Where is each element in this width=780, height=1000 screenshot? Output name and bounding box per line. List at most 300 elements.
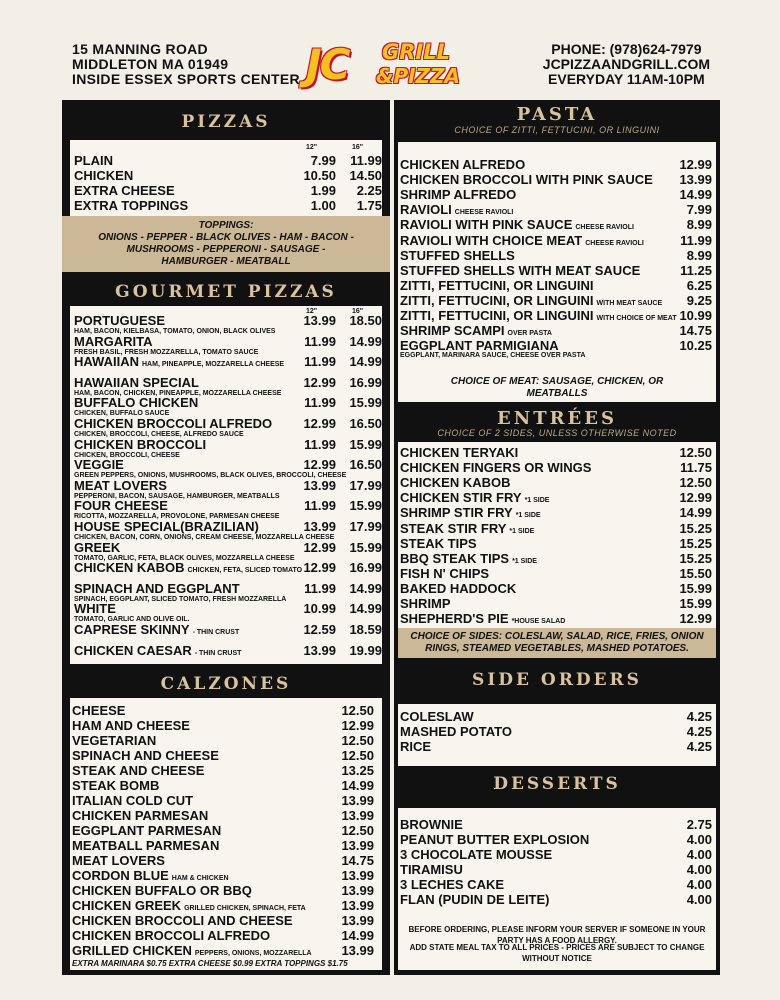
item-name-text: CORDON BLUE [72, 868, 169, 883]
item-name [74, 582, 240, 596]
menu-item-row [400, 324, 714, 338]
meat-choice-line-2: MEATBALLS [526, 388, 588, 399]
menu-item-row [72, 794, 380, 808]
item-name-text: EGGPLANT PARMESAN [72, 823, 222, 838]
menu-item-row [400, 264, 714, 278]
item-name [72, 704, 125, 718]
item-description: CHICKEN, BROCCOLI, CHEESE [74, 451, 180, 459]
item-name [400, 710, 474, 724]
item-name-text: CAPRESE SKINNY [74, 622, 190, 637]
price-16-inch: 15.99 [349, 436, 382, 452]
meat-choice-line-1: CHOICE OF MEAT: SAUSAGE, CHICKEN, OR [450, 376, 664, 387]
pizzas-panel [70, 140, 382, 216]
toppings-band [62, 216, 390, 272]
item-price: 10.25 [679, 338, 712, 354]
item-price: 4.25 [686, 739, 712, 754]
item-price: 11.25 [680, 262, 712, 278]
menu-item-row [400, 506, 714, 520]
left-menu-column [62, 100, 390, 975]
item-name [72, 839, 219, 853]
item-description: TOMATO, GARLIC, FETA, BLACK OLIVES, MOZZARELLA CHEESE [74, 554, 295, 562]
price-16-inch: 18.59 [349, 622, 382, 637]
item-name [400, 264, 640, 278]
item-price: 12.99 [679, 157, 712, 172]
item-price: 13.99 [341, 868, 374, 883]
menu-item-row [400, 567, 714, 581]
item-note: - THIN CRUST [194, 649, 242, 657]
item-name-text: STEAK TIPS [400, 535, 477, 551]
pasta-subtitle: CHOICE OF ZITTI, FETTUCINI, OR LINGUINI [454, 125, 660, 135]
item-description: TOMATO, GARLIC AND OLIVE OIL. [74, 616, 190, 624]
item-name-text: ZITTI, FETTUCINI, OR LINGUINI [400, 292, 594, 308]
side-orders-title: SIDE ORDERS [472, 670, 642, 690]
item-name [72, 914, 293, 928]
item-name-text: MARGARITA [74, 333, 153, 349]
menu-item-row [72, 839, 380, 853]
item-name-text: HOUSE SPECIAL(BRAZILIAN) [74, 519, 259, 534]
menu-item-row [72, 719, 380, 733]
item-price: 11.99 [680, 232, 712, 248]
item-price: 4.00 [686, 877, 712, 892]
pizza-size-16: 16" [352, 144, 364, 151]
price-12-inch: 11.99 [304, 436, 336, 452]
item-name-text: GRILLED CHICKEN [72, 943, 192, 958]
menu-item-row [400, 309, 714, 323]
menu-item-row [400, 740, 714, 754]
item-name-text: PEANUT BUTTER EXPLOSION [400, 832, 590, 847]
pasta-panel [398, 142, 716, 402]
item-price: 8.99 [686, 217, 712, 233]
price-16-inch: 16.99 [349, 560, 382, 576]
item-name [72, 749, 219, 763]
item-name-text: STEAK STIR FRY [400, 520, 507, 536]
menu-item-row [74, 374, 382, 390]
item-price: 14.99 [679, 187, 712, 203]
menu-item-row [74, 436, 382, 452]
toppings-label: TOPPINGS: [198, 220, 254, 231]
item-price: 13.99 [341, 943, 374, 958]
item-name-text: COLESLAW [400, 709, 474, 724]
item-name-text: BAKED HADDOCK [400, 580, 517, 596]
item-name [74, 417, 272, 431]
item-name [400, 893, 550, 907]
item-name [74, 199, 188, 213]
menu-item-row [400, 878, 714, 892]
price-16-inch: 14.99 [349, 580, 382, 596]
item-name [400, 582, 516, 596]
menu-item-row [400, 537, 714, 551]
logo-pizza-text: &PIZZA [376, 64, 461, 88]
menu-item-row [72, 854, 380, 868]
menu-item-row [400, 203, 714, 217]
item-name-text: MEAT LOVERS [74, 477, 167, 493]
item-description: GREEN PEPPERS, ONIONS, MUSHROOMS, BLACK OLIVES, BROCCOLI, CHEESE [74, 472, 347, 480]
pasta-title: PASTA [516, 104, 598, 125]
toppings-line-3: HAMBURGER - MEATBALL [161, 256, 291, 267]
item-name-text: SHRIMP STIR FRY [400, 505, 513, 521]
item-price: 15.25 [679, 535, 712, 551]
item-name-text: BROWNIE [400, 817, 463, 832]
item-price: 13.99 [341, 838, 374, 853]
item-name-text: CHICKEN BROCCOLI WITH PINK SAUCE [400, 172, 653, 188]
item-name-text: 3 LECHES CAKE [400, 877, 505, 892]
item-name [74, 335, 152, 349]
jc-grill-pizza-logo [306, 38, 500, 90]
item-description: PEPPERONI, BACON, SAUSAGE, HAMBURGER, MEATBALLS [74, 492, 280, 500]
menu-item-row [72, 809, 380, 823]
item-note: *1 SIDE [515, 512, 541, 520]
item-price: 12.50 [341, 823, 374, 838]
item-name [400, 612, 565, 629]
menu-item-row [400, 818, 714, 832]
item-name-text: CHICKEN BROCCOLI [74, 436, 207, 452]
menu-item-row [400, 218, 714, 232]
item-name [72, 794, 193, 808]
eggplant-parmigiana-desc: EGGPLANT, MARINARA SAUCE, CHEESE OVER PASTA [400, 352, 586, 359]
item-price: 12.50 [341, 748, 374, 763]
gourmet-size-12: 12" [306, 308, 318, 315]
item-name-text: SHRIMP SCAMPI [400, 323, 505, 339]
menu-item-row [400, 552, 714, 566]
item-price: 12.99 [679, 490, 712, 506]
item-note: PEPPERS, ONIONS, MOZZARELLA [194, 950, 312, 957]
menu-item-row [72, 734, 380, 748]
menu-item-row [74, 580, 382, 596]
price-12-inch: 11.99 [304, 354, 336, 370]
menu-item-row [400, 188, 714, 202]
gourmet-size-16: 16" [352, 308, 364, 315]
item-name-text: EXTRA CHEESE [74, 183, 175, 198]
menu-item-row [72, 884, 380, 898]
item-note: *HOUSE SALAD [511, 618, 566, 626]
item-name [74, 561, 302, 578]
item-name-text: MEAT LOVERS [72, 853, 165, 868]
item-name-text: VEGGIE [74, 457, 124, 473]
item-price: 13.25 [341, 763, 374, 778]
item-price: 4.25 [686, 709, 712, 724]
item-description: SPINACH, EGGPLANT, SLICED TOMATO, FRESH MOZZARELLA [74, 595, 287, 603]
item-name [72, 854, 165, 868]
item-name [400, 173, 653, 187]
price-12-inch: 13.99 [303, 313, 336, 328]
item-name-text: SPINACH AND CHEESE [72, 748, 219, 763]
item-price: 4.00 [686, 832, 712, 847]
allergy-notice: BEFORE ORDERING, PLEASE INFORM YOUR SERVER IF SOMEONE IN YOUR PARTY HAS A FOOD ALLERGY. [408, 925, 706, 945]
restaurant-contact [543, 42, 710, 87]
item-name-text: RAVIOLI WITH PINK SAUCE [400, 217, 573, 233]
desserts-title: DESSERTS [493, 774, 621, 794]
price-12-inch: 11.99 [304, 498, 336, 514]
item-name-text: BBQ STEAK TIPS [400, 550, 510, 566]
menu-item-row [400, 158, 714, 172]
menu-item-row [72, 869, 380, 883]
item-name-text: EGGPLANT PARMIGIANA [400, 338, 559, 354]
pizzas-title: PIZZAS [181, 112, 271, 132]
item-price: 9.25 [686, 292, 712, 308]
price-16-inch: 1.75 [356, 198, 382, 213]
item-name [74, 520, 259, 534]
item-name-text: VEGETARIAN [72, 733, 157, 748]
item-name-text: RAVIOLI [400, 202, 452, 218]
menu-item-row [400, 294, 714, 308]
item-name [72, 884, 252, 898]
menu-item-row [74, 183, 382, 198]
item-price: 2.75 [686, 817, 712, 832]
price-12-inch: 1.99 [310, 183, 336, 198]
item-name [400, 818, 463, 832]
menu-item-row [400, 710, 714, 724]
item-note: CHEESE RAVIOLI [585, 239, 644, 247]
price-16-inch: 14.99 [349, 601, 382, 617]
address-line-2: MIDDLETON MA 01949 [72, 56, 229, 72]
price-12-inch: 13.99 [303, 519, 336, 534]
desserts-panel [398, 808, 716, 970]
item-price: 7.99 [686, 202, 712, 218]
menu-item-row [72, 914, 380, 928]
item-name-text: TIRAMISU [400, 862, 463, 877]
menu-item-row [72, 779, 380, 793]
pizza-size-12: 12" [306, 144, 318, 151]
item-price: 13.99 [341, 793, 374, 808]
item-description: CHICKEN, BROCCOLI, CHEESE, ALFREDO SAUCE [74, 431, 244, 438]
calzone-extras: EXTRA MARINARA $0.75 EXTRA CHEESE $0.99 EXTRA TOPPINGS $1.75 [72, 959, 348, 968]
item-note: WITH CHOICE OF MEAT [596, 315, 677, 322]
item-name-text: CHICKEN FINGERS OR WINGS [400, 460, 592, 476]
item-price: 12.50 [341, 703, 374, 718]
menu-item-row [400, 863, 714, 877]
item-name [400, 740, 431, 754]
item-name-text: CHICKEN PARMESAN [72, 808, 209, 823]
item-name-text: CHICKEN CAESAR [74, 642, 192, 658]
menu-item-row [400, 725, 714, 739]
item-name [74, 184, 175, 198]
item-note: GRILLED CHICKEN, SPINACH, FETA [184, 905, 306, 912]
price-12-inch: 12.59 [303, 622, 336, 637]
toppings-line-1: ONIONS - PEPPER - BLACK OLIVES - HAM - BACON - [98, 232, 354, 243]
item-price: 4.00 [686, 847, 712, 862]
item-note: *1 SIDE [524, 497, 550, 505]
item-description: HAM, BACON, CHICKEN, PINEAPPLE, MOZZARELLA CHEESE [74, 389, 282, 397]
item-price: 4.00 [686, 862, 712, 877]
menu-item-row [74, 560, 382, 576]
item-name-text: MEATBALL PARMESAN [72, 838, 220, 853]
item-name [74, 541, 120, 555]
item-price: 13.99 [341, 913, 374, 928]
menu-item-row [400, 893, 714, 907]
item-price: 12.50 [679, 475, 712, 491]
price-12-inch: 12.99 [303, 416, 336, 431]
item-price: 12.99 [679, 611, 712, 627]
item-name-text: PORTUGUESE [74, 313, 166, 328]
price-16-inch: 2.25 [356, 183, 382, 198]
price-12-inch: 11.99 [304, 395, 336, 411]
price-16-inch: 19.99 [349, 642, 382, 658]
entrees-panel [398, 442, 716, 628]
item-name-text: CHICKEN KABOB [74, 560, 185, 576]
item-price: 13.99 [679, 172, 712, 188]
item-name [72, 809, 208, 823]
item-name-text: ZITTI, FETTUCINI, OR LINGUINI [400, 308, 594, 323]
item-name [74, 355, 284, 372]
item-price: 15.99 [679, 580, 712, 596]
item-name-text: CHEESE [72, 703, 126, 718]
item-price: 14.99 [679, 505, 712, 521]
restaurant-address [72, 42, 300, 87]
item-name [400, 158, 525, 172]
item-name [400, 476, 511, 490]
price-12-inch: 12.99 [303, 539, 336, 555]
menu-item-row [74, 539, 382, 555]
menu-item-row [74, 395, 382, 411]
price-12-inch: 1.00 [310, 198, 336, 213]
item-name [400, 461, 591, 475]
menu-item-row [400, 612, 714, 626]
item-price: 12.50 [341, 733, 374, 748]
item-name-text: ITALIAN COLD CUT [72, 793, 194, 808]
item-name [72, 719, 190, 733]
price-12-inch: 10.99 [303, 601, 336, 617]
item-note: CHICKEN, FETA, SLICED TOMATO [187, 567, 303, 575]
item-name-text: FLAN (PUDIN DE LEITE) [400, 892, 550, 907]
item-price: 13.99 [341, 883, 374, 898]
item-name-text: MASHED POTATO [400, 724, 512, 739]
item-name [400, 567, 489, 581]
price-16-inch: 15.99 [349, 498, 382, 514]
item-name [400, 537, 477, 551]
item-price: 12.99 [341, 718, 374, 733]
menu-item-row [400, 476, 714, 490]
item-name [74, 602, 116, 616]
price-16-inch: 16.50 [349, 416, 382, 431]
item-name [400, 833, 589, 847]
menu-item-row [74, 457, 382, 473]
item-name [74, 396, 198, 410]
item-price: 6.25 [686, 277, 712, 293]
price-16-inch: 18.50 [349, 313, 382, 328]
item-name-text: CHICKEN TERYAKI [400, 445, 519, 460]
item-name-text: GREEK [74, 539, 121, 555]
item-note: HAM & CHICKEN [171, 875, 229, 882]
menu-item-row [400, 173, 714, 187]
item-name [74, 438, 206, 452]
item-price: 4.00 [686, 892, 712, 907]
menu-item-row [74, 153, 382, 168]
menu-item-row [72, 944, 380, 958]
item-note: HAM, PINEAPPLE, MOZZARELLA CHEESE [142, 361, 285, 369]
item-name [72, 779, 159, 793]
item-name-text: CHICKEN BROCCOLI ALFREDO [72, 928, 271, 943]
item-name-text: HAM AND CHEESE [72, 718, 190, 733]
item-description: RICOTTA, MOZZARELLA, PROVOLONE, PARMESAN CHEESE [74, 513, 280, 521]
item-name-text: CHICKEN [74, 168, 134, 183]
item-name-text: FISH N' CHIPS [400, 565, 490, 581]
menu-item-row [400, 848, 714, 862]
menu-item-row [74, 622, 382, 637]
price-12-inch: 13.99 [303, 642, 336, 658]
item-name [72, 929, 270, 943]
menu-item-row [74, 498, 382, 514]
item-price: 14.99 [341, 778, 374, 793]
item-description: CHICKEN, BUFFALO SAUCE [74, 410, 170, 418]
menu-item-row [74, 477, 382, 493]
item-name-text: RAVIOLI WITH CHOICE MEAT [400, 232, 583, 248]
item-name [74, 169, 133, 183]
item-name-text: WHITE [74, 601, 116, 617]
item-price: 15.25 [679, 550, 712, 566]
item-name [400, 863, 463, 877]
item-note: *1 SIDE [509, 527, 535, 535]
gourmet-pizzas-panel [70, 306, 382, 664]
menu-item-row [72, 749, 380, 763]
menu-item-row [400, 461, 714, 475]
item-name [74, 376, 199, 390]
right-menu-column [394, 100, 720, 975]
tax-notice: ADD STATE MEAL TAX TO ALL PRICES - PRICES ARE SUBJECT TO CHANGE WITHOUT NOTICE [409, 943, 705, 963]
item-name-text: CHICKEN BROCCOLI AND CHEESE [72, 913, 293, 928]
menu-item-row [72, 764, 380, 778]
item-name-text: CHICKEN STIR FRY [400, 490, 522, 506]
price-12-inch: 12.99 [303, 560, 336, 576]
menu-item-row [400, 597, 714, 611]
price-16-inch: 16.50 [349, 457, 382, 473]
item-note: WITH MEAT SAUCE [596, 299, 663, 307]
item-price: 14.75 [341, 853, 374, 868]
menu-item-row [72, 929, 380, 943]
item-name-text: HAWAIIAN [74, 354, 139, 370]
logo-jc-text: JC [306, 40, 349, 89]
item-description: FRESH BASIL, FRESH MOZZARELLA, TOMATO SAUCE [74, 348, 259, 356]
menu-item-row [74, 333, 382, 349]
entrees-subtitle: CHOICE OF 2 SIDES, UNLESS OTHERWISE NOTED [437, 428, 677, 438]
item-name [400, 446, 518, 460]
menu-item-row [74, 168, 382, 183]
gourmet-pizzas-title: GOURMET PIZZAS [115, 282, 337, 302]
item-name [400, 725, 512, 739]
item-name-text: SHEPHERD'S PIE [400, 611, 509, 627]
website: JCPIZZAANDGRILL.COM [542, 56, 710, 72]
item-name-text: CHICKEN BROCCOLI ALFREDO [74, 416, 273, 431]
item-note: CHEESE RAVIOLI [575, 224, 634, 232]
item-price: 13.99 [341, 898, 374, 913]
menu-item-row [74, 198, 382, 213]
address-line-1: 15 MANNING ROAD [72, 41, 208, 57]
item-name [400, 597, 451, 611]
menu-item-row [74, 642, 382, 658]
item-name [400, 878, 504, 892]
item-name [400, 279, 594, 293]
item-name-text: STEAK BOMB [72, 778, 160, 793]
calzones-title: CALZONES [160, 674, 292, 694]
item-name-text: CHICKEN GREEK [72, 898, 182, 913]
item-name-text: SHRIMP ALFREDO [400, 187, 517, 203]
item-name [72, 734, 156, 748]
price-16-inch: 17.99 [349, 519, 382, 534]
price-12-inch: 7.99 [310, 153, 336, 168]
item-name-text: HAWAIIAN SPECIAL [74, 374, 199, 390]
item-description: HAM, BACON, KIELBASA, TOMATO, ONION, BLACK OLIVES [74, 328, 276, 335]
item-name-text: CHICKEN KABOB [400, 475, 511, 491]
item-price: 14.99 [341, 928, 374, 943]
item-name [400, 848, 552, 862]
sides-band [398, 628, 716, 658]
logo-grill-text: GRILL [382, 40, 450, 64]
menu-item-row [400, 446, 714, 460]
item-name [400, 249, 515, 263]
item-name-text: EXTRA TOPPINGS [74, 198, 189, 213]
price-16-inch: 11.99 [350, 153, 382, 168]
item-price: 15.25 [679, 520, 712, 536]
item-name-text: STEAK AND CHEESE [72, 763, 205, 778]
